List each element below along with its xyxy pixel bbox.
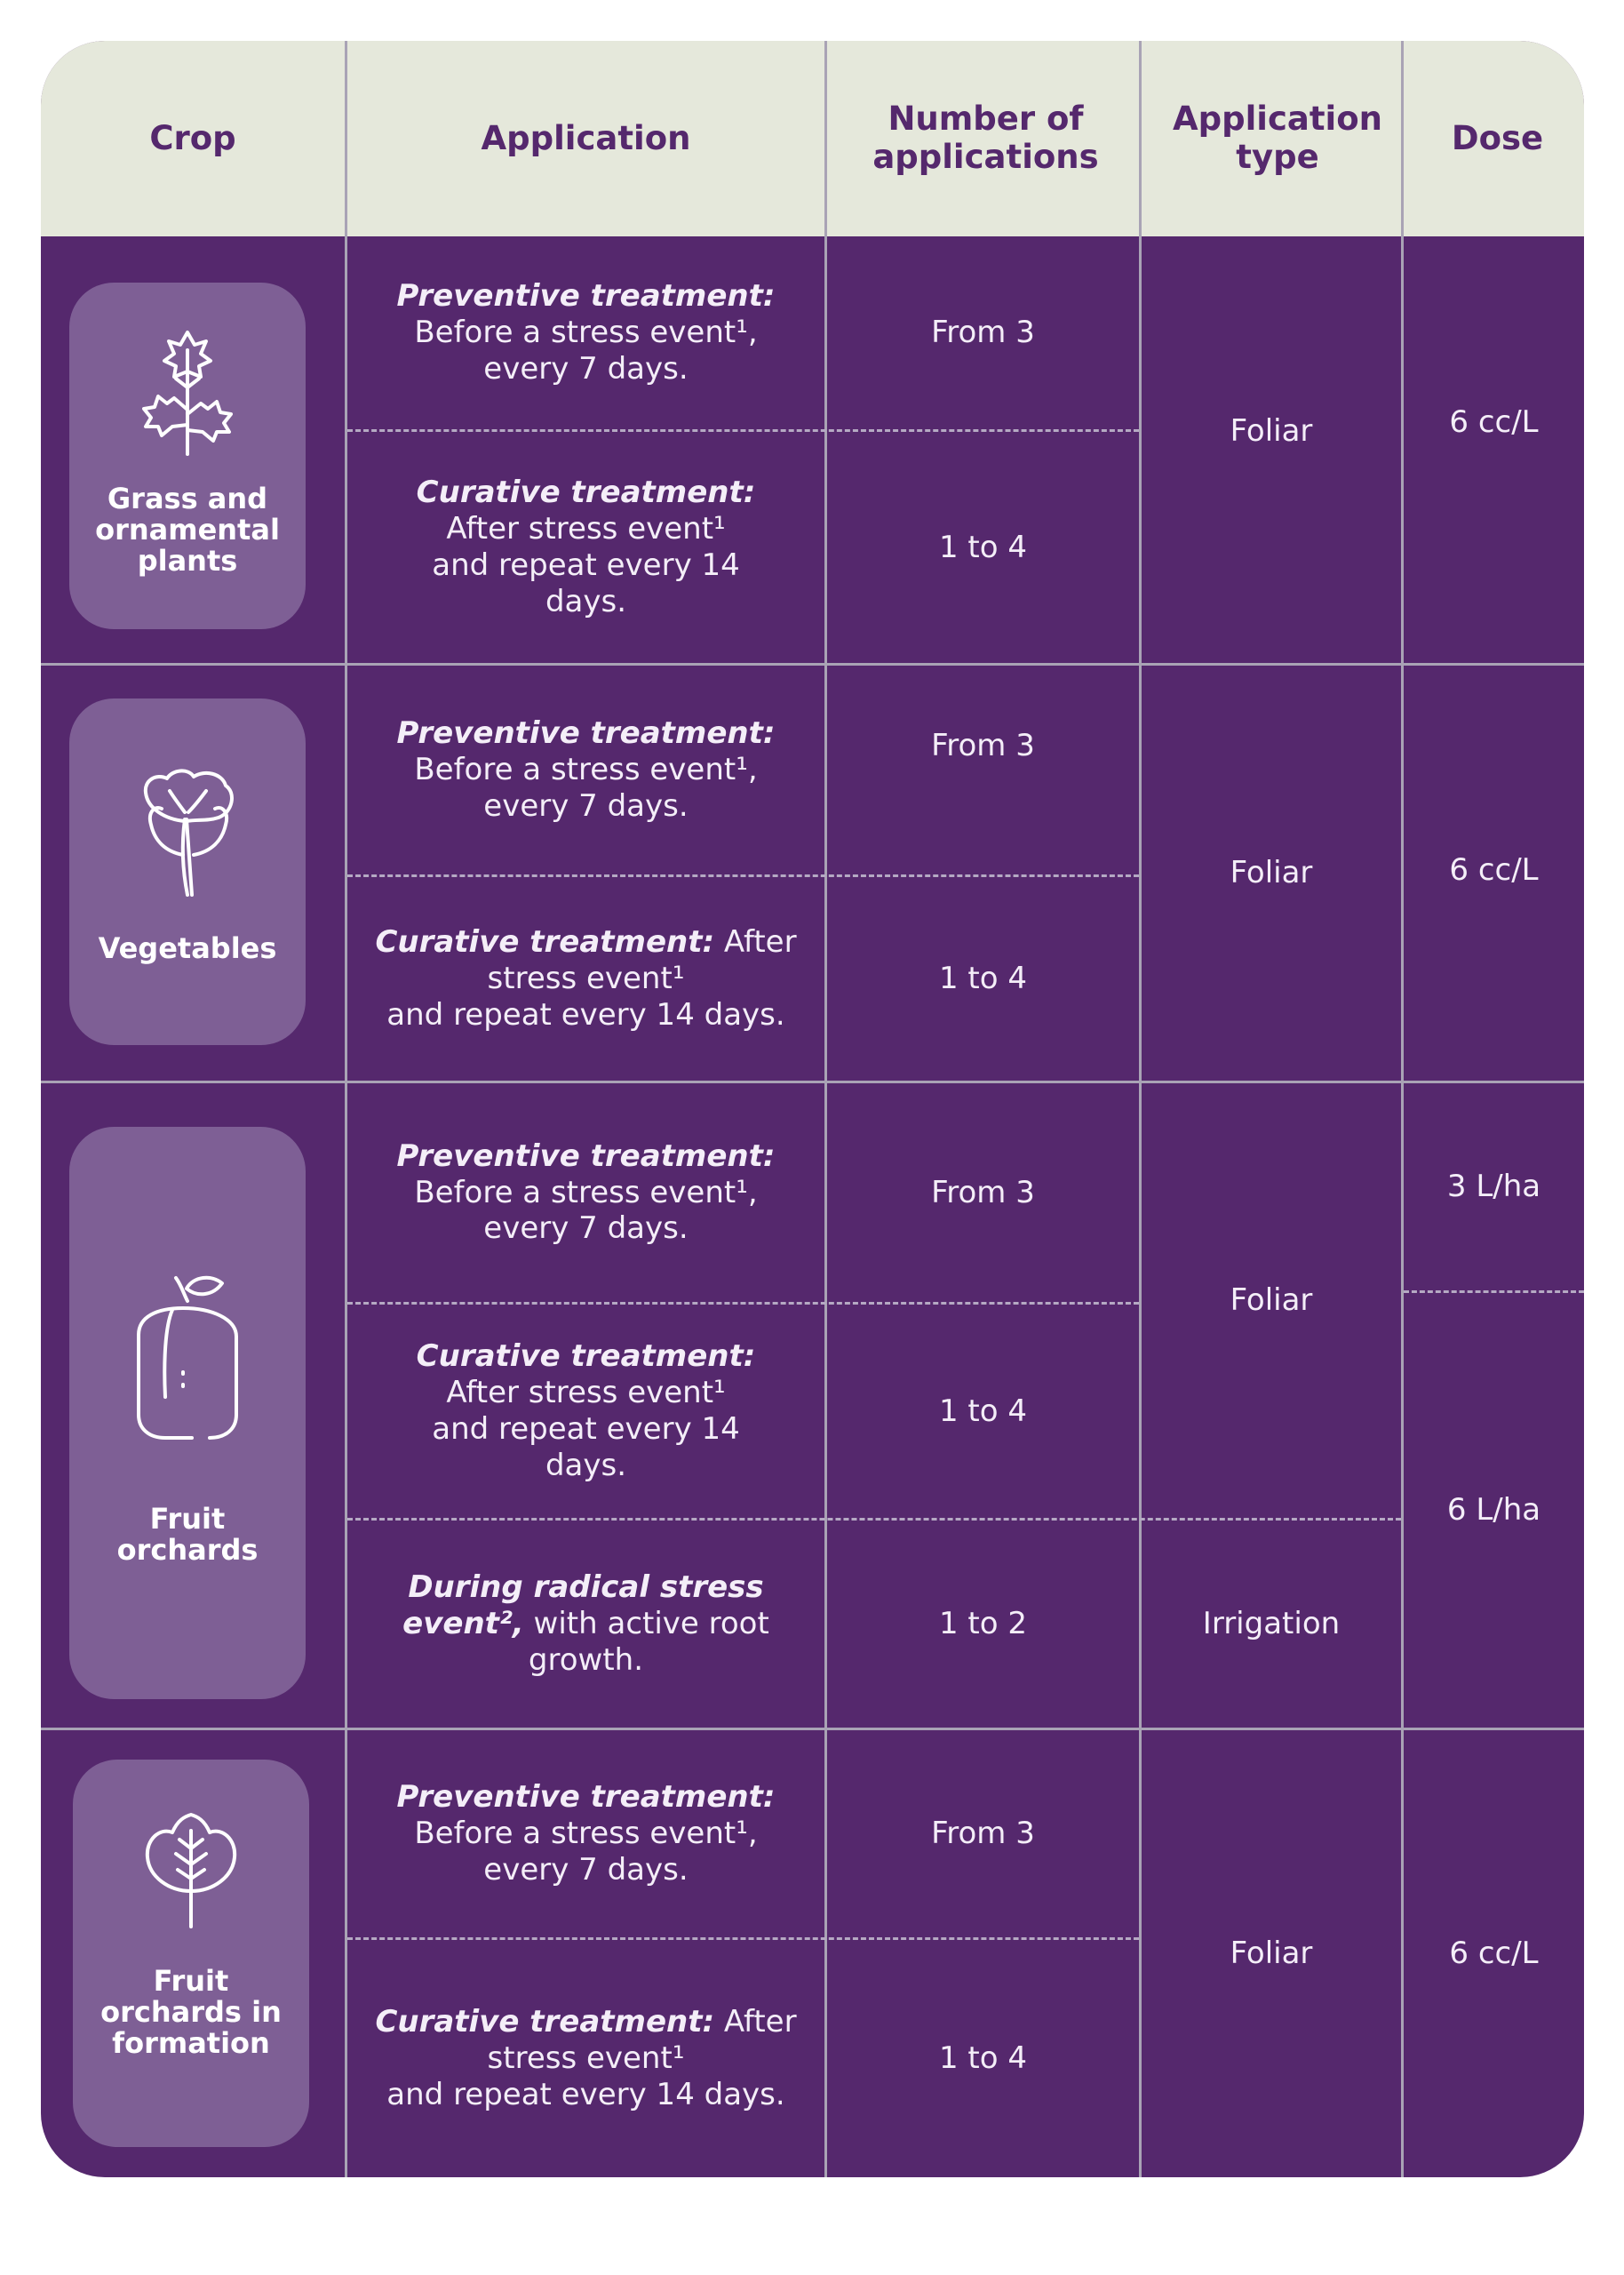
application-cell <box>347 1940 824 2177</box>
application-text: Before a stress event¹, every 7 days. <box>414 1816 758 1888</box>
application-cell <box>347 1521 824 1728</box>
application-cell <box>347 1083 824 1302</box>
application-bold: Preventive treatment: <box>396 715 776 752</box>
dose-cell: 6 cc/L <box>1449 1936 1539 1972</box>
number-cell: From 3 <box>931 727 1035 763</box>
header-application: Application <box>481 118 691 157</box>
crop-card-fruit-orchards-in-formation <box>73 1760 309 2147</box>
header-number-of-applications: Number of applications <box>872 100 1099 176</box>
young-plant-icon <box>142 1813 240 1928</box>
dose-cell: 6 cc/L <box>1449 404 1539 441</box>
application-bold: Curative treatment: <box>416 475 756 511</box>
crop-card-grass <box>69 283 306 629</box>
application-bold: Preventive treatment: <box>396 278 776 315</box>
application-cell <box>347 666 824 874</box>
application-type-cell: Irrigation <box>1202 1606 1341 1642</box>
table-header <box>41 41 1584 236</box>
application-type-cell: Foliar <box>1230 1282 1313 1319</box>
dose-cell: 6 L/ha <box>1446 1492 1541 1529</box>
application-cell <box>347 1730 824 1937</box>
fruit-icon <box>130 1273 245 1441</box>
application-bold: Preventive treatment: <box>396 1138 776 1174</box>
number-cell: 1 to 4 <box>938 1393 1027 1429</box>
application-type-cell: Foliar <box>1230 855 1313 891</box>
crop-label: Fruit orchards in formation <box>100 1964 282 2061</box>
application-text: with active root growth. <box>528 1606 769 1678</box>
crop-label: Grass and ornamental plants <box>95 482 280 579</box>
header-application-type: Application type <box>1172 100 1382 176</box>
ornamental-plant-icon <box>121 325 254 459</box>
application-text: After stress event¹ and repeat every 14 days. <box>386 924 797 1033</box>
header-crop: Crop <box>149 118 236 157</box>
crop-label: Fruit orchards <box>116 1502 259 1568</box>
application-text: After stress event¹ and repeat every 14 days. <box>386 2004 797 2112</box>
application-text: Before a stress event¹, every 7 days. <box>414 315 758 387</box>
number-cell: 1 to 4 <box>938 961 1027 997</box>
application-type-cell: Foliar <box>1230 1936 1313 1972</box>
number-cell: 1 to 4 <box>938 529 1027 565</box>
application-cell <box>347 432 824 663</box>
number-cell: 1 to 2 <box>938 1606 1027 1642</box>
application-text: After stress event¹ and repeat every 14 days. <box>432 1375 740 1483</box>
crop-label: Vegetables <box>98 931 277 965</box>
application-bold: During radical stress event², <box>402 1569 764 1642</box>
number-cell: From 3 <box>931 315 1035 351</box>
number-cell: From 3 <box>931 1174 1035 1210</box>
dose-cell: 6 cc/L <box>1449 851 1539 888</box>
dose-cell: 3 L/ha <box>1446 1169 1541 1205</box>
header-dose: Dose <box>1451 118 1544 157</box>
application-cell <box>347 1305 824 1518</box>
application-bold: Curative treatment: <box>375 2004 715 2040</box>
application-cell <box>347 236 824 429</box>
application-bold: Curative treatment: <box>416 1338 756 1375</box>
application-text: Before a stress event¹, every 7 days. <box>414 1174 758 1247</box>
number-cell: From 3 <box>931 1816 1035 1852</box>
crop-card-vegetables <box>69 698 306 1045</box>
application-bold: Curative treatment: <box>375 924 715 961</box>
application-cell <box>347 877 824 1081</box>
application-text: After stress event¹ and repeat every 14 days. <box>432 511 740 619</box>
lettuce-icon <box>130 766 245 899</box>
dosage-table <box>41 41 1584 2177</box>
crop-card-fruit-orchards <box>69 1127 306 1699</box>
application-type-cell: Foliar <box>1230 413 1313 450</box>
application-bold: Preventive treatment: <box>396 1779 776 1816</box>
number-cell: 1 to 4 <box>938 2040 1027 2077</box>
application-text: Before a stress event¹, every 7 days. <box>414 752 758 824</box>
